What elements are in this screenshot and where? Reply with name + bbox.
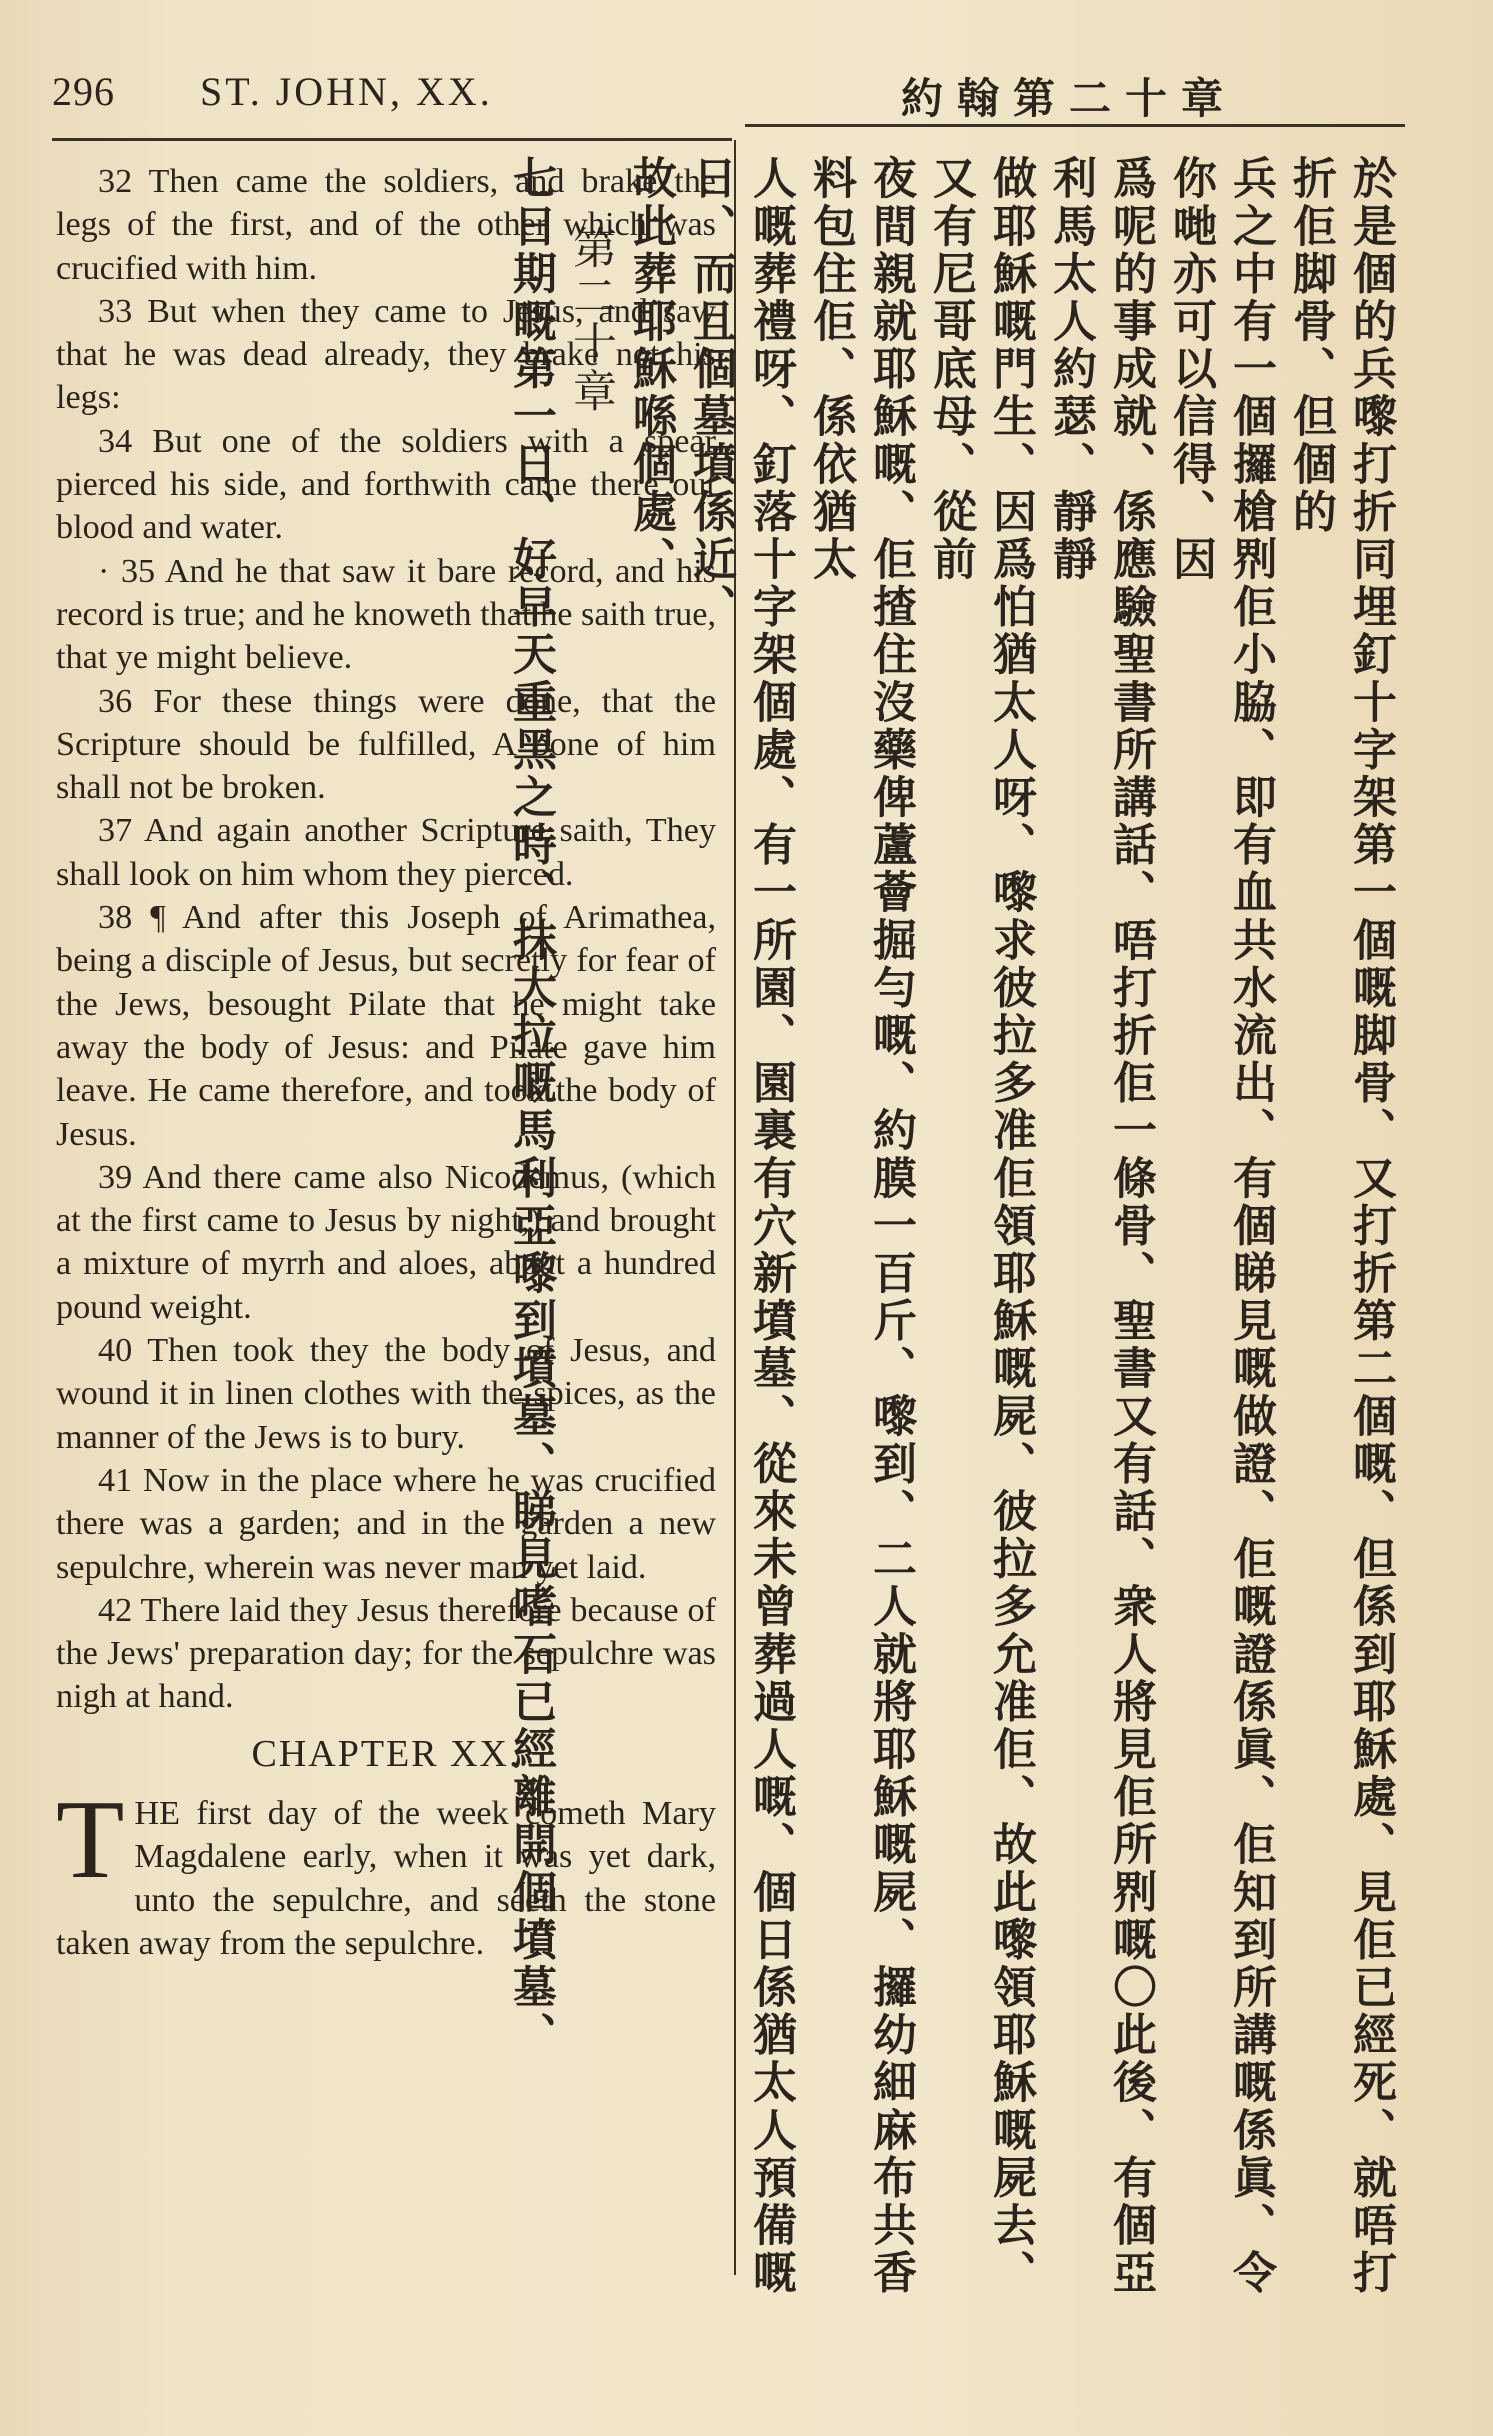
verse-40: 40 Then took they the body of Jesus, and wound it in linen clothes with the spices, as the manner of the Jews is to bury. [56, 1332, 716, 1456]
header-rule-left [52, 138, 732, 141]
chinese-column [505, 155, 1400, 2305]
verse-37: 37 And again another Scripture saith, They shall look on him whom they pierced. [56, 812, 716, 893]
page-number: 296 [52, 69, 115, 114]
chinese-line-5: 夜間親就耶穌嘅、佢揸住沒藥俾蘆薈掘勻嘅、約膜一百斤、嚟到、二人就將耶穌嘅屍、攞幼細麻布共香料包住佢、係依猶太 [805, 155, 916, 2297]
chinese-running-head: 約翰第二十章 [900, 74, 1237, 123]
chinese-chapter-line: 七日期嘅第一日、好早天重黑之時、抹大拉嘅馬利亞嚟到墳墓、睇見嗜石已經離開個墳墓、 [505, 155, 556, 2059]
verse-39: 39 And there came also Nicodemus, (which at the first came to Jesus by night,) and brought a mixture of myrrh and aloes, about a hundred pound weight. [56, 1158, 716, 1326]
verse-34: 34 But one of the soldiers with a spear pierced his side, and forthwith came there out blood and water. [56, 422, 716, 547]
header-rule-right [745, 124, 1405, 127]
chinese-chapter-heading: 第二十章 [565, 225, 616, 416]
chinese-line-4: 做耶穌嘅門生、因爲怕猶太人呀、嚟求彼拉多准佢領耶穌嘅屍、彼拉多允准佢、故此嚟領耶穌嘅屍去、又有尼哥底母、從前 [925, 155, 1036, 2297]
chinese-line-7: 故此葬耶穌喺個處、 [625, 155, 676, 584]
running-head: ST. JOHN, XX. [200, 69, 493, 114]
page-header [52, 62, 1402, 122]
verse-33: 33 But when they came to Jesus, and saw that he was dead already, they brake not his legs: [56, 292, 716, 417]
verse-35: · 35 And he that saw it bare record, and his record is true; and he knoweth that he saith true, that ye might believe. [56, 552, 716, 677]
chinese-line-3: 爲呢的事成就、係應驗聖書所講話、唔打折佢一條骨、聖書又有話、衆人將見佢所𠝹嘅〇此後、有個亞利馬太人約瑟、靜靜 [1045, 155, 1156, 2297]
verse-41: 41 Now in the place where he was crucified there was a garden; and in the garden a new sepulchre, wherein was never man yet laid. [56, 1461, 716, 1586]
drop-cap: T [56, 1777, 125, 1902]
chinese-line-2: 兵之中有一個攞槍𠝹佢小脇、即有血共水流出、有個睇見嘅做證、佢嘅證係眞、佢知到所講嘅係眞、令你哋亦可以信得、因 [1165, 155, 1276, 2297]
chinese-line-1: 於是個的兵嚟打折同埋釘十字架第一個嘅脚骨、又打折第二個嘅、但係到耶穌處、見佢已經死、就唔打折佢脚骨、但個的 [1285, 155, 1396, 2297]
verse-38: 38 ¶ And after this Joseph of Arimathea, being a disciple of Jesus, but secretly for fear of the Jews, besought Pilate that he might take away the body of Jesus: and Pilate gave him leave. He came therefore, and took the body of Jesus. [56, 899, 716, 1153]
chapter-title: CHAPTER XX. [251, 1732, 521, 1775]
chinese-line-6: 人嘅葬禮呀、釘落十字架個處、有一所園、園裏有穴新墳墓、從來未曾葬過人嘅、個日係猶太人預備嘅日、而且個墓墳係近、 [685, 155, 796, 2297]
verse-36: 36 For these things were done, that the Scripture should be fulfilled, A bone of him shall not be broken. [56, 682, 716, 807]
verse-32: 32 Then came the soldiers, and brake the legs of the first, and of the other which was crucified with him. [56, 163, 716, 287]
verse-42: 42 There laid they Jesus therefore because of the Jews' preparation day; for the sepulchre was nigh at hand. [56, 1591, 716, 1716]
chapter-20-verse-1-text: HE first day of the week cometh Mary Magdalene early, when it was yet dark, unto the sepulchre, and seeth the stone taken away from the sepulchre. [56, 1794, 716, 1962]
